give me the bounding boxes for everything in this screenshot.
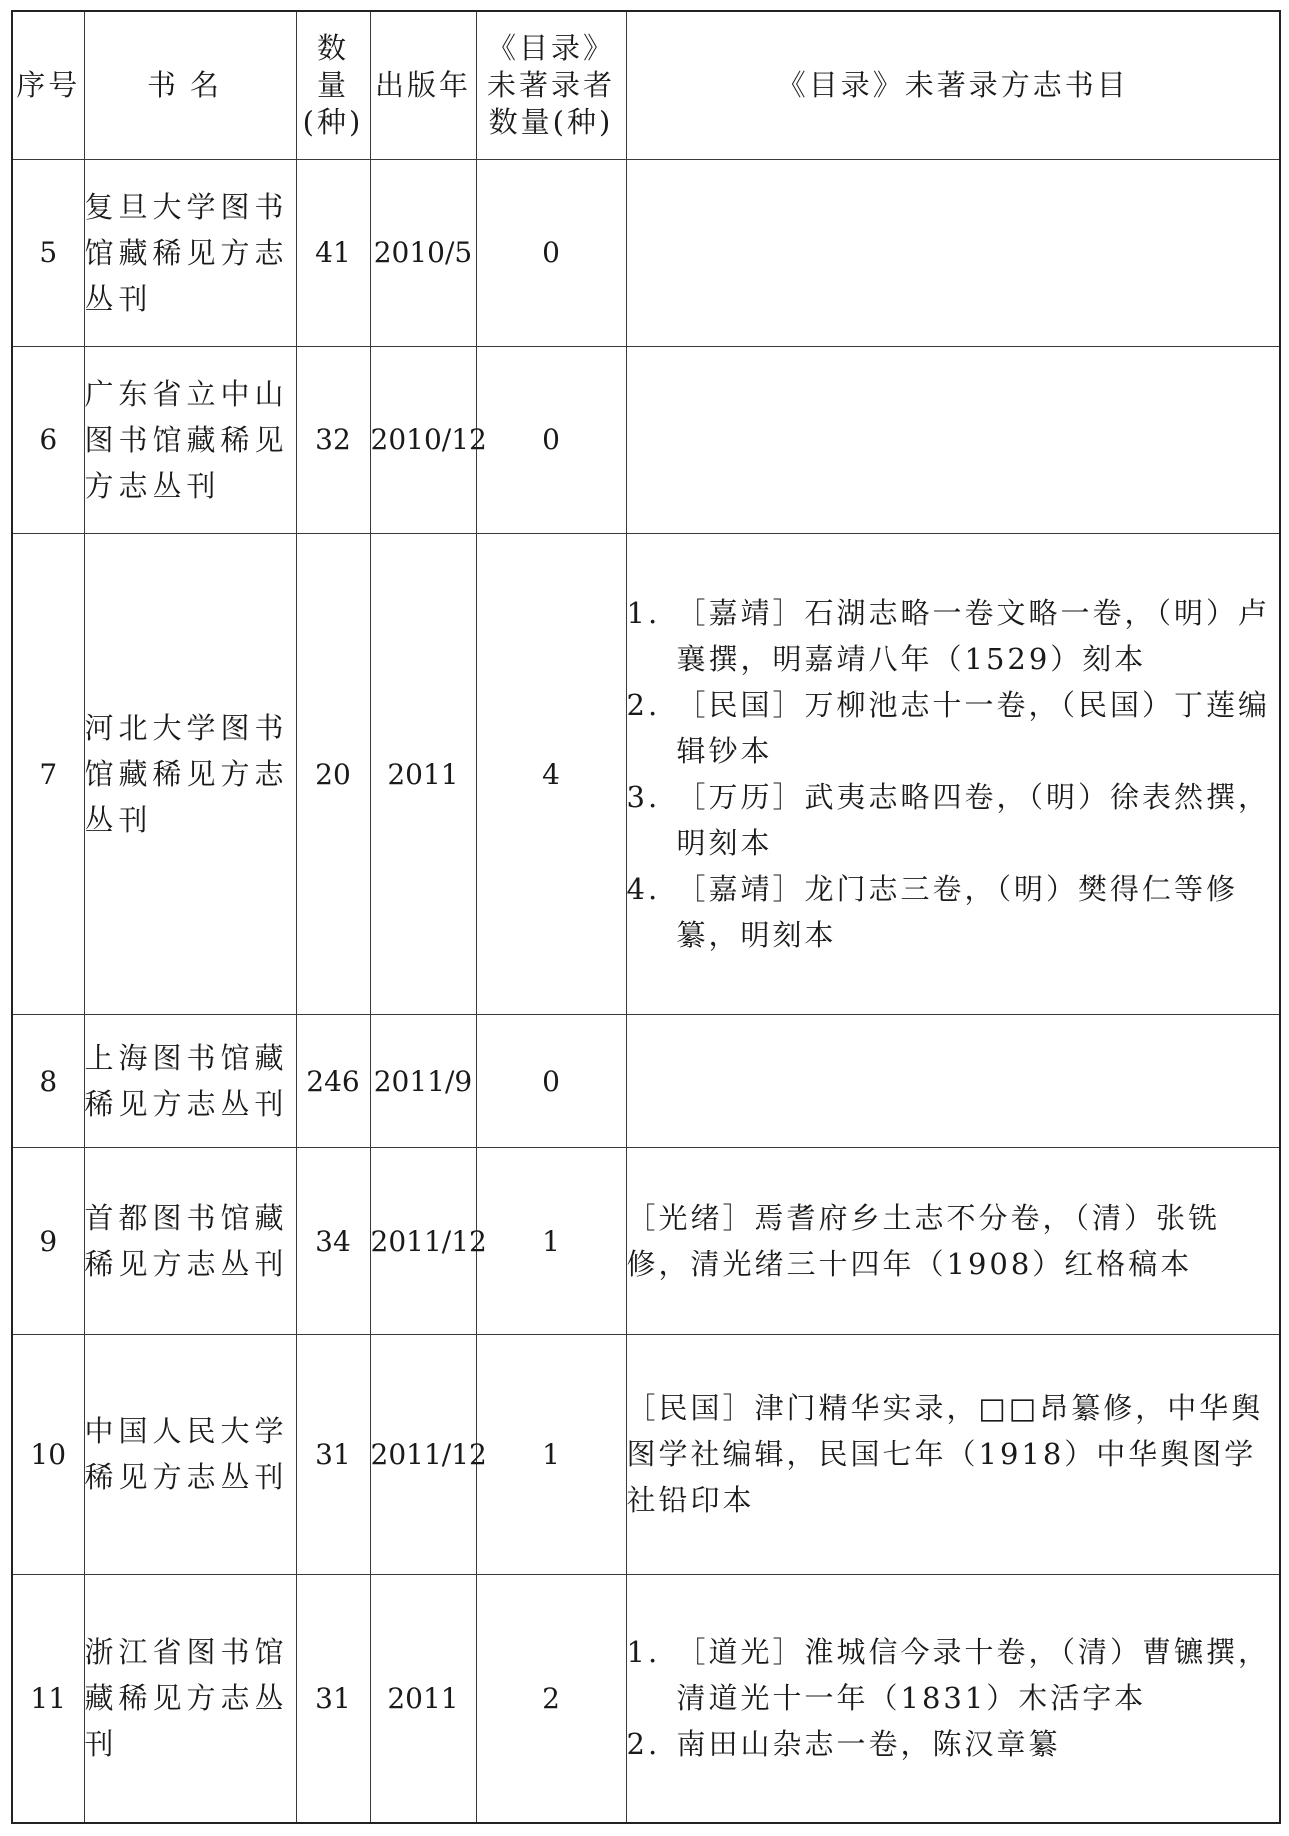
table-row bbox=[12, 1147, 1280, 1334]
row-seq: 5 bbox=[12, 159, 84, 346]
table-row bbox=[12, 159, 1280, 346]
row-missing-titles bbox=[626, 1335, 1280, 1574]
row-seq: 11 bbox=[12, 1574, 84, 1823]
row-missing-titles bbox=[626, 1147, 1280, 1334]
missing-title-entry bbox=[627, 682, 1280, 774]
row-count: 32 bbox=[296, 346, 370, 533]
entry-text: ［嘉靖］石湖志略一卷文略一卷，（明）卢襄撰，明嘉靖八年（1529）刻本 bbox=[676, 596, 1271, 677]
missing-title-entry bbox=[627, 866, 1280, 958]
row-seq: 8 bbox=[12, 1015, 84, 1148]
row-year: 2011/12 bbox=[370, 1147, 476, 1334]
row-seq: 9 bbox=[12, 1147, 84, 1334]
entry-text: ［嘉靖］龙门志三卷，（明）樊得仁等修纂，明刻本 bbox=[676, 872, 1239, 953]
row-missing-count: 0 bbox=[476, 159, 626, 346]
row-year: 2011 bbox=[370, 534, 476, 1015]
entry-number: 1. bbox=[626, 1635, 661, 1670]
header-missing-count: 《目录》未著录者数量(种) bbox=[476, 11, 626, 159]
header-count: 数量(种) bbox=[296, 11, 370, 159]
row-count: 41 bbox=[296, 159, 370, 346]
row-title: 首都图书馆藏稀见方志丛刊 bbox=[84, 1147, 296, 1334]
entry-text: ［民国］万柳池志十一卷，（民国）丁莲编辑钞本 bbox=[676, 688, 1271, 769]
entry-number: 1. bbox=[626, 596, 661, 631]
row-missing-titles bbox=[626, 346, 1280, 533]
header-row bbox=[12, 11, 1280, 159]
row-count: 20 bbox=[296, 534, 370, 1015]
missing-title-entry: ［民国］津门精华实录，□□昂纂修，中华舆图学社编辑，民国七年（1918）中华舆图学社铅印本 bbox=[626, 1391, 1264, 1518]
row-missing-count: 1 bbox=[476, 1147, 626, 1334]
row-count: 246 bbox=[296, 1015, 370, 1148]
row-count: 31 bbox=[296, 1335, 370, 1574]
table-row bbox=[12, 346, 1280, 533]
entry-number: 2. bbox=[626, 688, 661, 723]
table-row bbox=[12, 1335, 1280, 1574]
missing-title-entry bbox=[627, 1629, 1280, 1721]
entry-number: 2. bbox=[626, 1727, 661, 1762]
entry-text: ［道光］淮城信今录十卷，（清）曹镳撰，清道光十一年（1831）木活字本 bbox=[676, 1635, 1271, 1716]
row-year: 2010/12 bbox=[370, 346, 476, 533]
row-title: 复旦大学图书馆藏稀见方志丛刊 bbox=[84, 159, 296, 346]
row-missing-count: 4 bbox=[476, 534, 626, 1015]
row-year: 2010/5 bbox=[370, 159, 476, 346]
row-count: 31 bbox=[296, 1574, 370, 1823]
header-seq: 序号 bbox=[12, 11, 84, 159]
row-missing-titles bbox=[626, 534, 1280, 1015]
entry-number: 3. bbox=[626, 780, 661, 815]
row-seq: 6 bbox=[12, 346, 84, 533]
table-row bbox=[12, 1015, 1280, 1148]
row-year: 2011/9 bbox=[370, 1015, 476, 1148]
row-title: 中国人民大学稀见方志丛刊 bbox=[84, 1335, 296, 1574]
entry-text: ［万历］武夷志略四卷，（明）徐表然撰，明刻本 bbox=[676, 780, 1271, 861]
catalog-table bbox=[11, 10, 1281, 1824]
row-title: 河北大学图书馆藏稀见方志丛刊 bbox=[84, 534, 296, 1015]
row-seq: 10 bbox=[12, 1335, 84, 1574]
missing-title-entry: ［光绪］焉耆府乡土志不分卷，（清）张铣修，清光绪三十四年（1908）红格稿本 bbox=[626, 1201, 1221, 1282]
missing-title-entry bbox=[627, 590, 1280, 682]
entry-number: 4. bbox=[626, 872, 661, 907]
row-missing-count: 0 bbox=[476, 346, 626, 533]
row-title: 广东省立中山图书馆藏稀见方志丛刊 bbox=[84, 346, 296, 533]
table-row bbox=[12, 1574, 1280, 1823]
row-missing-count: 1 bbox=[476, 1335, 626, 1574]
row-missing-titles bbox=[626, 1015, 1280, 1148]
row-year: 2011/12 bbox=[370, 1335, 476, 1574]
header-missing-titles: 《目录》未著录方志书目 bbox=[626, 11, 1280, 159]
row-missing-count: 2 bbox=[476, 1574, 626, 1823]
entry-text: 南田山杂志一卷，陈汉章纂 bbox=[676, 1727, 1061, 1762]
row-title: 浙江省图书馆藏稀见方志丛刊 bbox=[84, 1574, 296, 1823]
row-year: 2011 bbox=[370, 1574, 476, 1823]
row-missing-count: 0 bbox=[476, 1015, 626, 1148]
row-title: 上海图书馆藏稀见方志丛刊 bbox=[84, 1015, 296, 1148]
row-missing-titles bbox=[626, 1574, 1280, 1823]
missing-title-entry bbox=[627, 774, 1280, 866]
header-title: 书名 bbox=[84, 11, 296, 159]
header-year: 出版年 bbox=[370, 11, 476, 159]
table-row bbox=[12, 534, 1280, 1015]
row-count: 34 bbox=[296, 1147, 370, 1334]
row-seq: 7 bbox=[12, 534, 84, 1015]
row-missing-titles bbox=[626, 159, 1280, 346]
missing-title-entry bbox=[627, 1721, 1280, 1767]
